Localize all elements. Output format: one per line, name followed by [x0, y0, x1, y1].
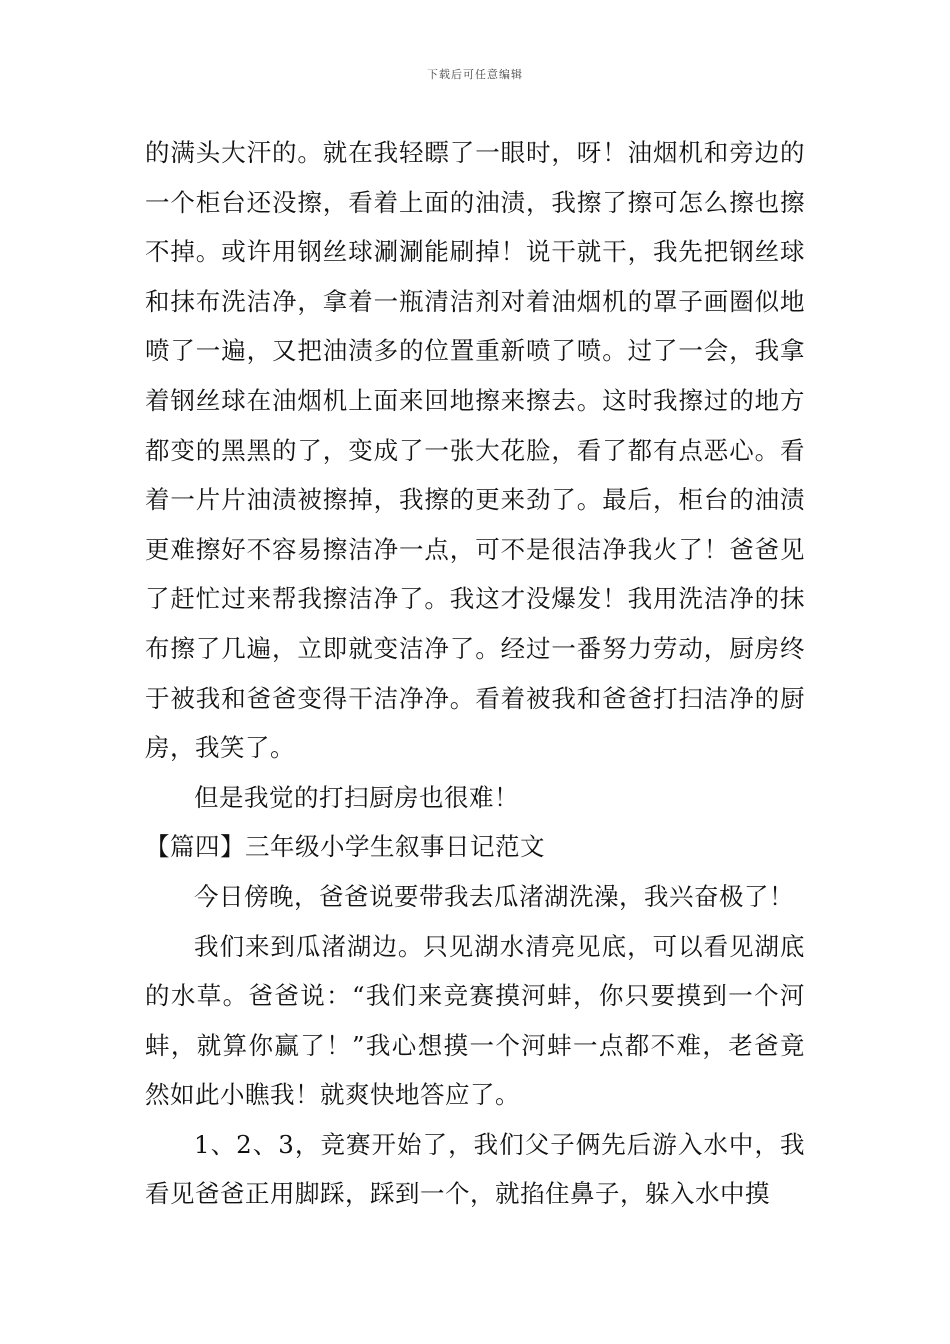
- paragraph-evening: 今日傍晚，爸爸说要带我去瓜渚湖洗澡，我兴奋极了！: [194, 881, 794, 911]
- paragraph-lake: 我们来到瓜渚湖边。只见湖水清亮见底，可以看见湖底的水草。爸爸说：“我们来竞赛摸河蚌，你只要摸到一个河蚌，就算你赢了！”我心想摸一个河蚌一点都不难，老爸竟然如此小瞧我！就爽快地答应了。: [145, 931, 805, 1110]
- document-body: [145, 128, 805, 1219]
- paragraph-conclusion: 但是我觉的打扫厨房也很难！: [194, 782, 519, 812]
- section-heading: 【篇四】三年级小学生叙事日记范文: [145, 832, 545, 862]
- page-header-note: 下载后可任意编辑: [427, 68, 523, 81]
- paragraph-competition: 1、2、3，竞赛开始了，我们父子俩先后游入水中，我看见爸爸正用脚踩，踩到一个，就掐住鼻子，躲入水中摸: [145, 1129, 805, 1209]
- paragraph-kitchen-cleaning: 的满头大汗的。就在我轻瞟了一眼时，呀！油烟机和旁边的一个柜台还没擦，看着上面的油渍，我擦了擦可怎么擦也擦不掉。或许用钢丝球涮涮能刷掉！说干就干，我先把钢丝球和抹布洗洁净，拿着一瓶清洁剂对着油烟机的罩子画圈似地喷了一遍，又把油渍多的位置重新喷了喷。过了一会，我拿着钢丝球在油烟机上面来回地擦来擦去。这时我擦过的地方都变的黑黑的了，变成了一张大花脸，看了都有点恶心。看着一片片油渍被擦掉，我擦的更来劲了。最后，柜台的油渍更难擦好不容易擦洁净一点，可不是很洁净我火了！爸爸见了赶忙过来帮我擦洁净了。我这才没爆发！我用洗洁净的抹布擦了几遍，立即就变洁净了。经过一番努力劳动，厨房终于被我和爸爸变得干洁净净。看着被我和爸爸打扫洁净的厨房，我笑了。: [145, 138, 805, 763]
